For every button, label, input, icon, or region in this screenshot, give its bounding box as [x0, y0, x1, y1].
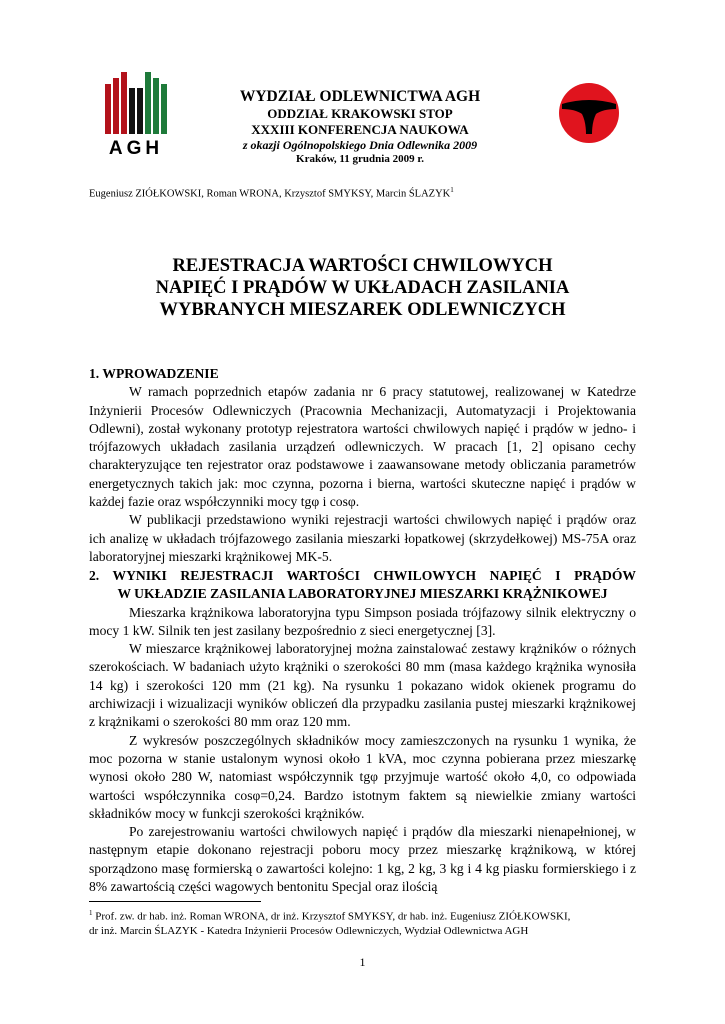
section-2-heading [89, 567, 636, 604]
footnote-mark: 1 [89, 909, 93, 917]
section-2-paragraph-4: Po zarejestrowaniu wartości chwilowych napięć i prądów dla mieszarki nienapełnionej, w następnym etapie dokonano rejestracji poboru mocy przez mieszarkę krążnikową, w której sporządzono masę formierską o zawartości kolejno: 1 kg, 2 kg, 3 kg i 4 kg piasku formierskiego i z 8% zawartością części wagowych bentonitu Specjal oraz ilością [89, 824, 636, 895]
agh-logo-text: AGH [108, 138, 164, 159]
section-1 [89, 365, 636, 566]
branch-name: ODDZIAŁ KRAKOWSKI STOP [267, 106, 453, 121]
authors: Eugeniusz ZIÓŁKOWSKI, Roman WRONA, Krzysztof SMYKSY, Marcin ŚLAZYK [89, 188, 451, 200]
section-1-heading: 1. WPROWADZENIE [89, 366, 219, 381]
authors-footnote-mark: 1 [450, 186, 454, 194]
paper-title [89, 255, 636, 321]
section-2-paragraph-2: W mieszarce krążnikowej laboratoryjnej można zainstalować zestawy krążników o różnych szerokościach. W badaniach użyto krążniki o szerokości 80 mm (masa każdego krążnika wynosiła 14 kg) i szerokości 120 mm (21 kg). Na rysunku 1 pokazano widok okienek programu do archiwizacji i wizualizacji wyników obliczeń dla przypadku zasilania pustej mieszarki krążnikowej z krążnikami o szerokości 80 mm oraz 120 mm. [89, 641, 636, 730]
section-2 [89, 567, 636, 896]
agh-logo [103, 72, 169, 160]
footnote-line-2: dr inż. Marcin ŚLAZYK - Katedra Inżynierii Procesów Odlewniczych, Wydział Odlewnictwa AGH [89, 924, 529, 937]
stop-logo [558, 82, 620, 144]
conference-name: XXXIII KONFERENCJA NAUKOWA [251, 122, 469, 137]
section-1-paragraph-1: W ramach poprzednich etapów zadania nr 6 pracy statutowej, realizowanej w Katedrze Inżynierii Procesów Odlewniczych (Pracownia Mechanizacji, Automatyzacji i Projektowania Odlewni), został wykonany prototyp rejestratora wartości chwilowych napięć i prądów w jedno- i trójfazowych układach zasilania urządzeń odlewniczych. W pracach [1, 2] opisano cechy charakteryzujące ten rejestrator oraz podstawowe i zaawansowane metody obliczania parametrów energetycznych takich jak: moc czynna, pozorna i bierna, wartości skuteczne napięć i prądów w każdej fazie oraz współczynniki mocy tgφ i cosφ. [89, 384, 636, 510]
faculty-name: WYDZIAŁ ODLEWNICTWA AGH [239, 88, 481, 105]
section-2-paragraph-1: Mieszarka krążnikowa laboratoryjna typu Simpson posiada trójfazowy silnik elektryczny o mocy 1 kW. Silnik ten jest zasilany bezpośrednio z sieci energetycznej [3]. [89, 604, 636, 638]
footnote-divider [89, 901, 261, 902]
page-number: 1 [359, 955, 366, 969]
place-date: Kraków, 11 grudnia 2009 r. [296, 153, 424, 165]
authors-line [89, 186, 454, 200]
section-2-paragraph-3: Z wykresów poszczególnych składników mocy zamieszczonych na rysunku 1 wynika, że moc pozorna w stanie ustalonym wynosi około 1 kVA, moc czynna pobierana przez mieszarkę wynosi około 280 W, natomiast współczynnik tgφ przyjmuje wartość około 4,0, co odpowiada wartości współczynnika cosφ=0,24. Bardzo istotnym faktem są niewielkie zmiany wartości składników mocy w funkcji szerokości krążników. [89, 732, 636, 821]
title-line-2: NAPIĘĆ I PRĄDÓW W UKŁADACH ZASILANIA [155, 278, 570, 298]
title-line-3: WYBRANYCH MIESZAREK ODLEWNICZYCH [159, 300, 566, 320]
conference-header [190, 87, 530, 166]
title-line-1: REJESTRACJA WARTOŚCI CHWILOWYCH [172, 256, 553, 276]
occasion: z okazji Ogólnopolskiego Dnia Odlewnika 2009 [242, 138, 478, 152]
section-1-paragraph-2: W publikacji przedstawiono wyniki rejestracji wartości chwilowych napięć i prądów oraz ich analizę w układach trójfazowego zasilania mieszarki łopatkowej (skrzydełkowej) MS-75A oraz laboratoryjnej mieszarki krążnikowej MK-5. [89, 512, 636, 564]
section-2-heading-line-1: 2. WYNIKI REJESTRACJI WARTOŚCI CHWILOWYCH NAPIĘĆ I PRĄDÓW [89, 568, 636, 583]
footnote [89, 906, 636, 938]
footnote-line-1: $^1$ Prof. zw. dr hab. inż. Roman WRONA, dr inż. Krzysztof SMYKSY, dr hab. inż. Eugeniusz ZIÓŁKOWSKI, [89, 909, 571, 923]
stop-logo-graphic [558, 82, 620, 144]
section-2-heading-line-2: W UKŁADZIE ZASILANIA LABORATORYJNEJ MIESZARKI KRĄŻNIKOWEJ [117, 586, 608, 602]
